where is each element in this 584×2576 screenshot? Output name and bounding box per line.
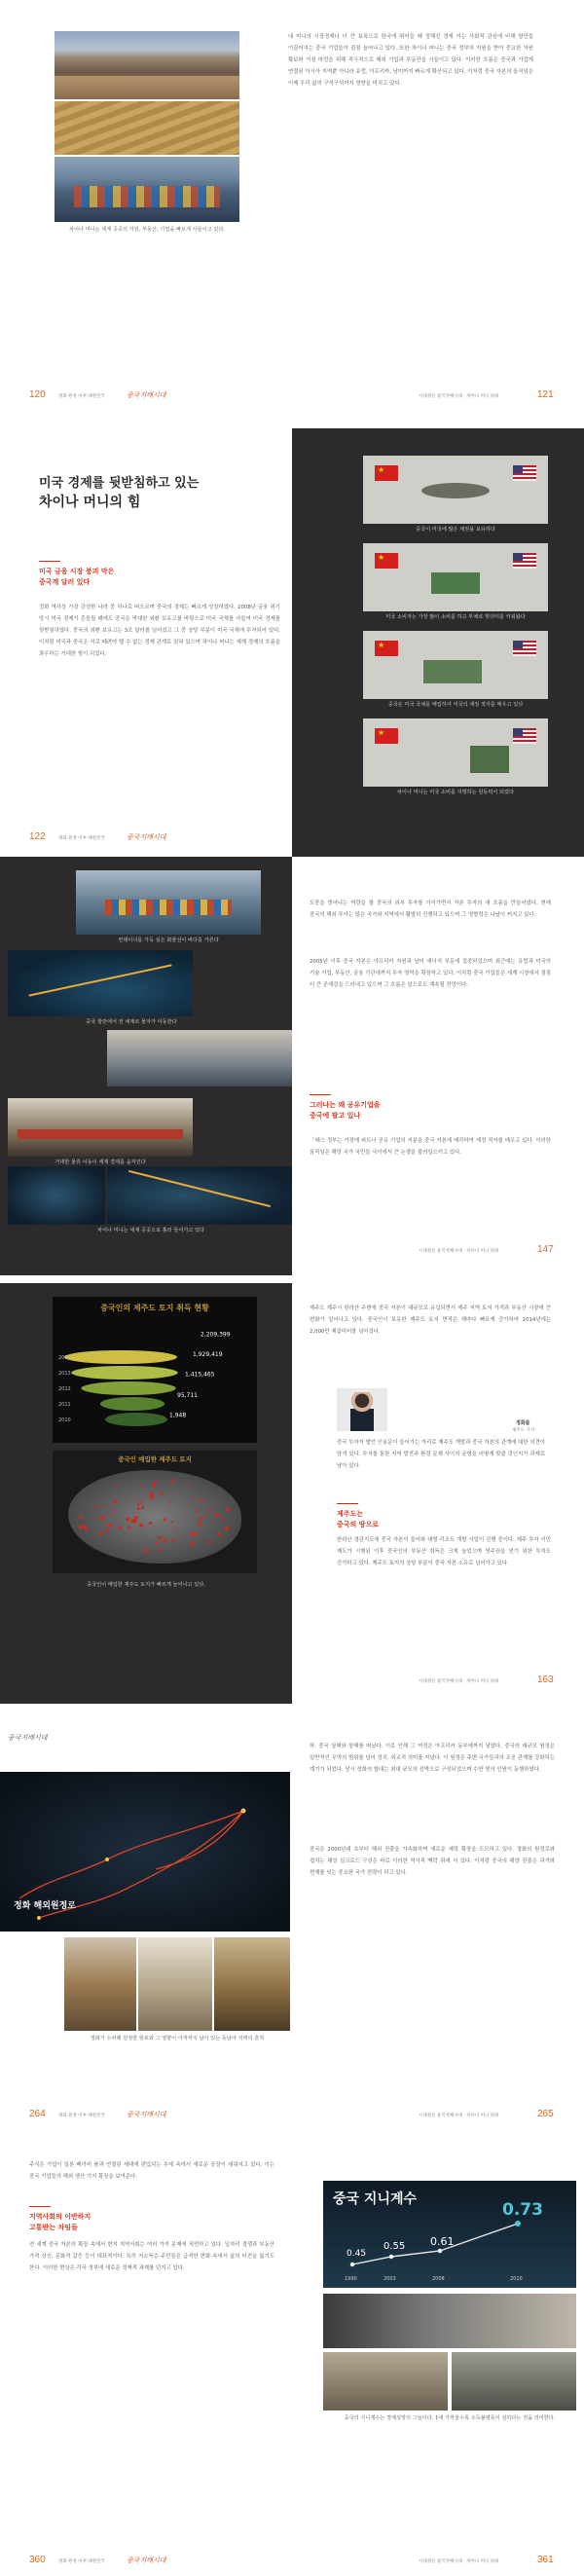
subhead-rule — [29, 2206, 51, 2207]
photo-caption: 차이나 머니는 세계 곳곳의 자원, 부동산, 기업을 빠르게 사들이고 있다. — [68, 227, 226, 233]
land-parcel-dot — [196, 1509, 199, 1512]
book-logo: 중국지배시대 — [127, 391, 166, 399]
page-number: 147 — [537, 1244, 554, 1255]
us-flag-icon — [513, 641, 536, 656]
land-parcel-dot — [171, 1521, 173, 1523]
land-parcel-dot — [174, 1528, 176, 1530]
subhead-rule — [39, 561, 60, 562]
land-parcel-dot — [144, 1549, 148, 1553]
land-parcel-dot — [98, 1532, 101, 1535]
land-parcel-dot — [200, 1517, 202, 1520]
spread-page-163 — [0, 1283, 584, 1704]
gini-year: 2008 — [432, 2276, 445, 2282]
land-parcel-dot — [221, 1517, 224, 1520]
year-tick: 2013 — [58, 1371, 71, 1377]
gini-value: 0.61 — [430, 2235, 455, 2248]
land-parcel-dot — [159, 1536, 163, 1540]
spread-pages-120-121 — [0, 0, 584, 414]
illustration-caption: 중국은 미국 국채를 매입하여 미국의 재정 적자를 메우고 있다 — [387, 702, 524, 708]
data-label: 1,415,465 — [185, 1371, 215, 1379]
body-text: 내 머니의 시장경제나 더 큰 보폭으로 한국에 뛰어들 때 정해진 경제 이는 사회적 관심에 비해 항만들 이끌어지는 중국 기업들이 점점 늘어나고 있다. 또한 차이나 머니는 중국 정부의 지원을 받아 중요한 자원 확보와 거점 마련을 위해 적극적으로 해외 기업과 부동산을 사들이고 있다. 이러한 흐름은 중국과 가깝게 연결된 아시아 지역뿐 아니라 유럽, 아프리카, 남미까지 빠르게 확산되고 있다. 이처럼 중국 자본의 움직임은 이제 우리 삶의 구석구석까지 영향을 미치고 있다. — [288, 34, 533, 87]
chart-footnote: 중국인이 매입한 제주도 토지가 빠르게 늘어나고 있다. — [87, 1582, 205, 1588]
page-number-left: 120 — [29, 389, 46, 400]
gini-chart-title: 중국 지니계수 — [333, 2191, 418, 2207]
photo-statue — [214, 1937, 290, 2031]
area-band — [81, 1381, 175, 1395]
land-parcel-dot — [169, 1502, 171, 1504]
spread-pages-360-361 — [0, 2138, 584, 2576]
book-logo: 중국지배시대 — [127, 833, 166, 841]
land-parcel-dot — [103, 1506, 105, 1508]
data-label: 1,948 — [169, 1412, 187, 1419]
land-parcel-dot — [201, 1499, 203, 1502]
section-title: 미국 경제를 뒷받침하고 있는 차이나 머니의 힘 — [39, 476, 200, 510]
footer-book-title: 정화 원정 이후 대한민국 — [58, 2559, 105, 2564]
chart-title: 중국인의 제주도 토지 취득 현황 — [100, 1304, 209, 1312]
area-band — [64, 1350, 177, 1364]
subheading: 지역사회의 이반하지 고통받는 차임들 — [29, 2213, 91, 2231]
photo-container-port — [55, 157, 239, 222]
land-parcel-dot — [150, 1492, 154, 1496]
gini-line — [323, 2181, 576, 2288]
body-text: 제주도 제주시 한라산 주변에 중국 자본이 대규모로 유입되면서 제주 지역 토지 가격과 부동산 시장에 큰 변화가 일어나고 있다. 중국인이 보유한 제주도 토지 면적은 해마다 빠르게 증가하여 2014년에는 2,000만 제곱미터를 넘어섰다. — [310, 1306, 551, 1335]
photo-caption: 중국의 지니계수는 경제성장의 그늘이다. 1에 가까울수록 소득불평등이 심하다는 것을 의미한다. — [344, 2415, 556, 2421]
land-parcel-dot — [220, 1533, 222, 1535]
land-parcel-dot — [141, 1486, 143, 1488]
land-parcel-dot — [156, 1541, 159, 1544]
illustration-caption: 중국이 미국에 많은 채권을 보유하다 — [416, 527, 495, 533]
book-header-logo: 중국지배시대 — [8, 1734, 48, 1742]
land-parcel-dot — [160, 1549, 162, 1551]
page-number: 122 — [29, 831, 46, 842]
photo-caption: 정화가 수차례 원정한 항로와 그 영향이 아직까지 남아 있는 동남아 지역의 흔적 — [90, 2036, 265, 2042]
land-parcel-dot — [79, 1516, 82, 1519]
land-parcel-dot — [190, 1542, 194, 1546]
page-number-left: 360 — [29, 2555, 46, 2565]
person-title: 제주도 지사 — [512, 1428, 535, 1433]
subhead-rule — [337, 1503, 358, 1504]
illustration-panel — [363, 718, 548, 787]
land-parcel-dot — [198, 1519, 201, 1522]
land-parcel-dot — [172, 1538, 175, 1541]
footer-chapter: 시대정신 중국지배시대 · 차이나 머니 파워 — [419, 2559, 499, 2564]
chart-caption: 중국인 매입한 제주도 토지 — [118, 1455, 192, 1463]
land-parcel-dot — [118, 1526, 122, 1529]
data-label: 1,929,419 — [193, 1350, 223, 1358]
land-parcel-dot — [217, 1514, 219, 1516]
illustration-panel — [363, 631, 548, 699]
quote-text: 중국 투자자 발언 인용문이 들어가는 자리로 제주도 개발과 중국 자본의 관계에 대한 의견이 담겨 있다. 투자를 통한 지역 발전과 환경 문제 사이의 균형을 어떻게 맞출 것인지가 과제로 남아 있다. — [337, 1440, 545, 1469]
photo-bicycle-street — [323, 2294, 576, 2348]
area-band — [105, 1413, 167, 1426]
subheading: 제주도는 중국의 땅으로 — [337, 1510, 380, 1528]
land-parcel-dot — [161, 1492, 164, 1495]
illustration-panel — [363, 456, 548, 524]
gini-year: 1990 — [345, 2276, 357, 2282]
page-number-right: 265 — [537, 2109, 554, 2119]
land-parcel-dot — [199, 1523, 201, 1526]
land-parcel-dot — [109, 1525, 112, 1527]
land-parcel-dot — [160, 1548, 162, 1550]
land-parcel-dot — [85, 1527, 89, 1531]
land-parcel-dot — [79, 1525, 83, 1528]
land-area-chart — [53, 1316, 257, 1443]
subhead-rule — [310, 1094, 331, 1095]
footer-chapter: 시대정신 중국지배시대 · 차이나 머니 파워 — [419, 2114, 499, 2118]
footer-book-title: 정화 원정 이후 대한민국 — [58, 394, 105, 399]
book-logo: 중국지배시대 — [127, 2111, 166, 2118]
land-parcel-dot — [194, 1498, 196, 1500]
photo-port-cranes — [107, 1030, 292, 1086]
land-parcel-dot — [111, 1512, 113, 1514]
photo-cargo-ship — [76, 870, 261, 935]
land-parcel-dot — [101, 1516, 105, 1520]
land-parcel-dot — [189, 1485, 191, 1487]
body-text: 주식은 기업이 일본 베이비 붐과 연결된 세대에 편입되는 추세 속에서 새로운 공장이 세워지고 있다. 이는 중국 기업들의 해외 생산 기지 확장을 보여준다. — [29, 2162, 274, 2180]
china-flag-icon — [375, 641, 398, 656]
photo-temple — [64, 1937, 136, 2031]
photo-worker — [323, 2352, 448, 2410]
gini-year: 2010 — [510, 2276, 523, 2282]
page-number: 163 — [537, 1674, 554, 1685]
land-parcel-dot — [134, 1516, 137, 1519]
us-flag-icon — [513, 553, 536, 569]
footer-chapter: 시대정신 중국지배시대 · 차이나 머니 파워 — [419, 394, 499, 399]
land-parcel-dot — [139, 1501, 141, 1503]
land-parcel-dot — [111, 1509, 113, 1511]
year-tick: 2012 — [58, 1386, 71, 1392]
area-band — [71, 1366, 177, 1380]
body-text: 「매스 정부는 가장에 파트너 공유 기업의 지분을 중국 자본에 매각하여 재정 적자를 메우고 있다. 이러한 움직임은 해당 국가 국민들 사이에서 큰 논쟁을 불러일으키고 있다. — [310, 1138, 551, 1156]
land-parcel-dot — [115, 1485, 117, 1487]
page-number-right: 361 — [537, 2555, 554, 2565]
gini-value: 0.55 — [383, 2241, 406, 2252]
avatar — [350, 1392, 374, 1431]
china-flag-icon — [375, 465, 398, 481]
footer-chapter: 시대정신 중국지배시대 · 차이나 머니 파워 — [419, 1679, 499, 1684]
data-label: 95,711 — [177, 1392, 198, 1400]
illustration-panel — [363, 543, 548, 611]
land-parcel-dot — [141, 1506, 144, 1509]
us-flag-icon — [513, 728, 536, 744]
land-parcel-dot — [126, 1518, 129, 1522]
photo-caption: 중국 항만에서 전 세계로 물자가 이동한다 — [86, 1019, 177, 1025]
spread-page-147 — [0, 857, 584, 1275]
land-parcel-dot — [114, 1500, 118, 1504]
land-parcel-dot — [95, 1518, 97, 1520]
land-parcel-dot — [195, 1532, 198, 1535]
footer-chapter: 시대정신 중국지배시대 · 차이나 머니 파워 — [419, 1249, 499, 1254]
land-parcel-dot — [191, 1532, 195, 1536]
land-parcel-dot — [106, 1529, 110, 1533]
book-logo: 중국지배시대 — [127, 2557, 166, 2564]
photo-globe-routes — [8, 950, 193, 1016]
jeju-map-panel — [53, 1451, 257, 1573]
photo-mountain-desert — [55, 31, 239, 99]
china-flag-icon — [375, 553, 398, 569]
land-parcel-dot — [128, 1526, 130, 1528]
gini-year: 2003 — [383, 2276, 396, 2282]
photo-world-routes — [107, 1166, 292, 1225]
body-text: 2005년 이후 중국 자본은 아프리카 자원과 남미 에너지 부문에 집중되었으며 최근에는 유럽과 미국의 기술 기업, 부동산, 금융 기관에까지 투자 영역을 확장하고 있다. 이처럼 중국 기업들은 세계 시장에서 점점 더 큰 존재감을 드러내고 있으며 그 흐름은 앞으로도 계속될 전망이다. — [310, 959, 551, 988]
page-number-right: 121 — [537, 389, 554, 400]
subheading: 그러나는 왜 공유기업을 중국에 팔고 있나 — [310, 1101, 381, 1120]
land-parcel-dot — [205, 1514, 207, 1516]
land-parcels — [53, 1451, 257, 1573]
body-text: 중국은 2000년대 초부터 해외 진출을 가속화하며 새로운 세력 확장을 도모하고 있다. 정화의 원정로와 겹치는 해상 실크로드 구상은 바로 이러한 역사적 맥락 위에 서 있다. 이처럼 중국의 해양 진출은 과거와 현재를 잇는 중요한 국가 전략이 되고 있다. — [310, 1847, 555, 1876]
photo-caption: 컨테이너를 가득 실은 화물선이 바다를 가른다 — [118, 938, 219, 943]
illustration-caption: 차이나 머니는 미국 소비를 지탱하는 원동력이 되었다 — [396, 790, 515, 795]
area-band — [100, 1397, 164, 1411]
page-number-left: 264 — [29, 2109, 46, 2119]
photo-freight-train — [8, 1098, 193, 1157]
photo-world-routes-2 — [8, 1166, 105, 1225]
gini-value: 0.73 — [502, 2200, 543, 2220]
voyage-map — [0, 1772, 290, 1932]
year-tick: 2011 — [58, 1402, 71, 1408]
land-parcel-dot — [186, 1504, 188, 1506]
land-parcel-dot — [225, 1527, 229, 1530]
body-text: 전 세계 중국 자본의 확장 속에서 현지 지역사회는 여러 가지 문제에 직면하고 있다. 일자리 경쟁과 부동산 가격 상승, 문화적 갈등 등이 대표적이다. 특히 저소득층 주민들은 급격한 변화 속에서 삶의 터전을 잃기도 한다. 이러한 현상은 각국 정부에 새로운 정책적 과제를 던지고 있다. — [29, 2242, 274, 2271]
land-parcel-dot — [139, 1524, 143, 1527]
body-text: 정화 역사상 가장 강성한 나라 중 하나로 떠오르며 중국의 경제는 빠르게 성장하였다. 2008년 금융 위기 당시 미국 경제가 흔들릴 때에도 중국은 막대한 외환 보유고를 바탕으로 미국 국채를 사들여 미국 경제를 뒷받침하였다. 중국의 외환 보유고는 3조 달러를 넘어섰고 그 중 상당 부분이 미국 국채에 투자되어 있다. 이처럼 미국과 중국은 서로 떼려야 뗄 수 없는 경제 관계로 얽혀 있으며 차이나 머니는 세계 경제의 흐름을 좌우하는 거대한 힘이 되었다. — [39, 605, 280, 657]
land-parcel-dot — [137, 1504, 139, 1506]
us-flag-icon — [513, 465, 536, 481]
photo-alley — [452, 2352, 576, 2410]
land-parcel-dot — [94, 1505, 97, 1508]
footer-book-title: 정화 원정 이후 대한민국 — [58, 836, 105, 841]
land-parcel-dot — [134, 1497, 136, 1499]
land-parcel-dot — [170, 1479, 173, 1482]
map-label: 정화 해외원정로 — [14, 1901, 76, 1911]
gini-value: 0.45 — [347, 2249, 367, 2259]
land-parcel-dot — [164, 1518, 166, 1521]
subheading: 미국 금융 시장 붕괴 막은 중국계 달러 있다 — [39, 568, 115, 586]
land-parcel-dot — [104, 1524, 106, 1526]
land-parcel-dot — [149, 1522, 152, 1525]
spread-page-122 — [0, 428, 584, 857]
photo-caption: 차이나 머니는 세계 곳곳으로 흘러 들어가고 있다 — [96, 1228, 205, 1233]
land-parcel-dot — [152, 1484, 155, 1487]
land-parcel-dot — [164, 1539, 167, 1543]
gini-chart — [323, 2181, 576, 2288]
year-tick: 2014 — [58, 1355, 71, 1361]
spread-pages-264-265 — [0, 1711, 584, 2130]
illustration-caption: 미국 소비자는 가장 많이 소비를 하고 부채로 빚더미를 키워왔다 — [385, 614, 526, 620]
land-parcel-dot — [137, 1507, 140, 1510]
body-text: 한라산 경관지도에 중국 자본이 들어와 대형 리조트 개발 사업이 진행 중이다. 제주 투자 이민 제도가 시행된 이후 중국인의 부동산 취득은 크게 늘었으며 영주권을 얻기 위한 투자도 증가하고 있다. 제주도 토지의 상당 부분이 중국 자본 소유로 넘어가고 있다. — [337, 1537, 551, 1566]
china-flag-icon — [375, 728, 398, 744]
body-text: 도중을 벗어나는 역량을 할 중국의 외부 투자를 이어가면서 자본 투자의 새 흐름을 만들어냈다. 현재 중국의 해외 투자는 많은 국가와 지역에서 활발히 진행되고 있으며 그 영향력은 나날이 커지고 있다. — [310, 901, 551, 918]
year-tick: 2010 — [58, 1417, 71, 1423]
person-photo — [337, 1388, 387, 1431]
photo-caption: 거대한 물류 이동이 세계 경제를 움직인다 — [55, 1159, 146, 1165]
person-name: 정화를 — [516, 1420, 530, 1426]
land-chart-panel — [53, 1297, 257, 1443]
photo-street — [138, 1937, 212, 2031]
land-parcel-dot — [132, 1519, 136, 1523]
data-label: 2,209,399 — [201, 1331, 231, 1339]
land-parcel-dot — [154, 1481, 157, 1484]
land-parcel-dot — [207, 1540, 210, 1543]
photo-farmland — [55, 101, 239, 155]
footer-book-title: 정화 원정 이후 대한민국 — [58, 2114, 105, 2118]
land-parcel-dot — [227, 1507, 231, 1511]
land-parcel-dot — [208, 1509, 210, 1511]
body-text: 하. 중국 상해와 항해를 떠났다. 이로 인해 그 여정은 아프리카 동부에까지 닿았다. 중국의 대규모 원정은 일반적인 무역의 범위를 넘어 정치, 외교적 의미를 지녔다. 이 원정은 주변 국가들과의 조공 관계를 강화하는 계기가 되었다. 당시 정화의 함대는 최대 규모의 선박으로 구성되었으며 수만 명의 인원이 동행하였다. — [310, 1744, 555, 1773]
